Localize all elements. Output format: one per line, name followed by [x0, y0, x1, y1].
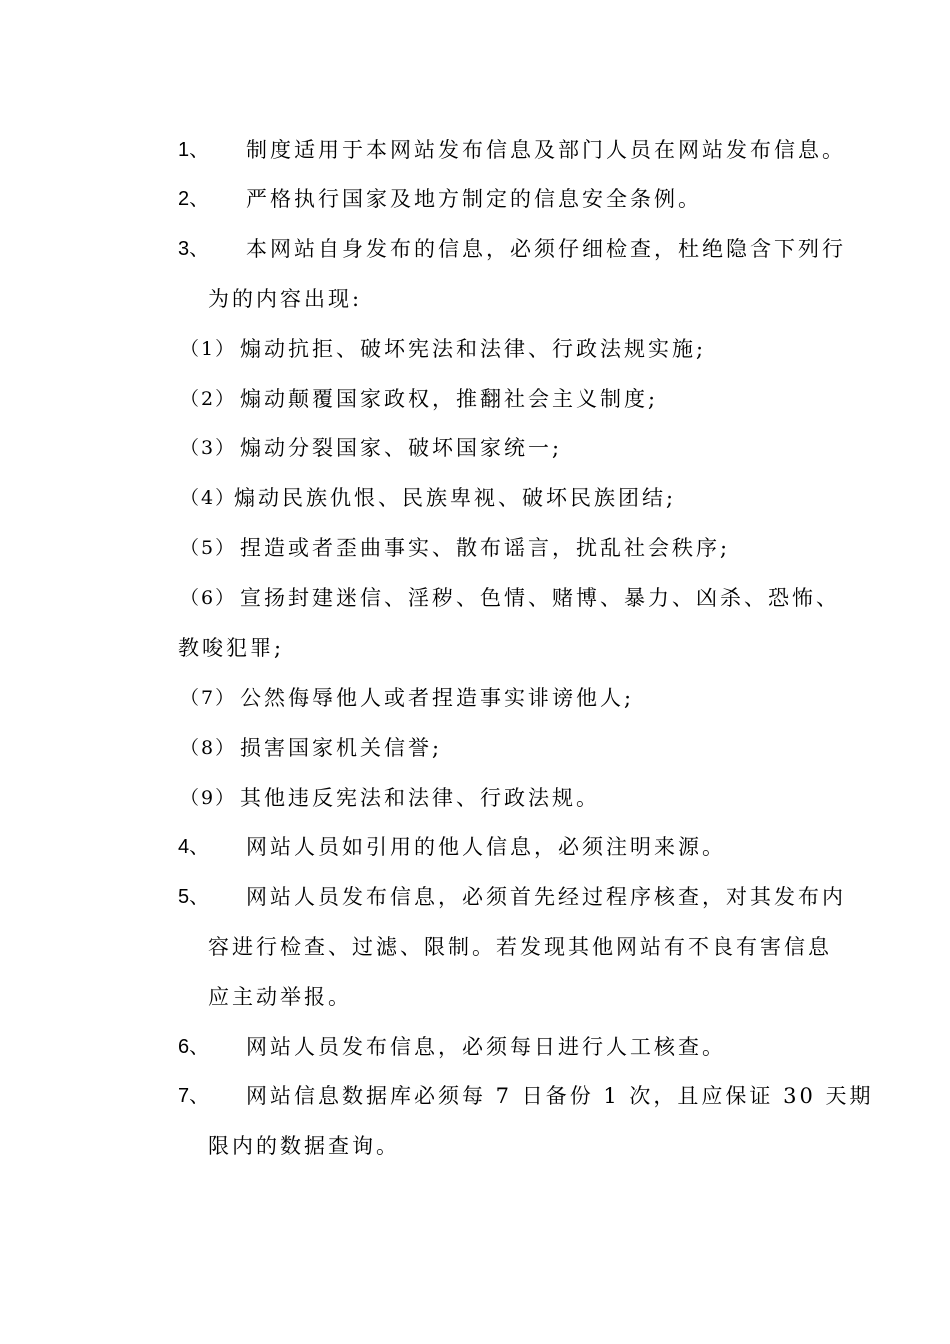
item-5-text-line-3: 应主动举报。	[208, 985, 352, 1009]
subitem-6-continuation: 教唆犯罪;	[178, 636, 285, 660]
subitem-1-marker: （1）	[180, 338, 237, 360]
item-5-number: 5、	[178, 886, 210, 908]
subitem-6-text: 宣扬封建迷信、淫秽、色情、赌博、暴力、凶杀、恐怖、	[240, 586, 840, 610]
subitem-8-marker: （8）	[180, 737, 237, 759]
item-7-text-line-2: 限内的数据查询。	[208, 1134, 400, 1158]
subitem-7-marker: （7）	[180, 687, 237, 709]
item-2-text: 严格执行国家及地方制定的信息安全条例。	[246, 187, 702, 211]
item-7-number: 7、	[178, 1085, 210, 1107]
subitem-6-marker: （6）	[180, 587, 237, 609]
subitem-5-marker: （5）	[180, 537, 237, 559]
item-5-text-line-2: 容进行检查、过滤、限制。若发现其他网站有不良有害信息	[208, 935, 832, 959]
subitem-9-text: 其他违反宪法和法律、行政法规。	[240, 786, 600, 810]
item-7-text-line-1: 网站信息数据库必须每 7 日备份 1 次，且应保证 30 天期	[246, 1084, 874, 1108]
item-3-number: 3、	[178, 238, 210, 260]
subitem-5-text: 捏造或者歪曲事实、散布谣言，扰乱社会秩序;	[240, 536, 731, 560]
subitem-3-text: 煽动分裂国家、破坏国家统一;	[240, 436, 563, 460]
subitem-3-marker: （3）	[180, 437, 237, 459]
subitem-4-marker: （4）	[180, 487, 237, 509]
subitem-2-text: 煽动颠覆国家政权，推翻社会主义制度;	[240, 387, 659, 411]
item-1-number: 1、	[178, 139, 210, 161]
item-3-text-line-2: 为的内容出现:	[208, 287, 363, 311]
subitem-1-text: 煽动抗拒、破坏宪法和法律、行政法规实施;	[240, 337, 707, 361]
item-4-text: 网站人员如引用的他人信息，必须注明来源。	[246, 835, 726, 859]
subitem-9-marker: （9）	[180, 787, 237, 809]
item-4-number: 4、	[178, 836, 210, 858]
item-1-text: 制度适用于本网站发布信息及部门人员在网站发布信息。	[246, 138, 846, 162]
item-6-number: 6、	[178, 1036, 210, 1058]
item-2-number: 2、	[178, 188, 210, 210]
subitem-2-marker: （2）	[180, 388, 237, 410]
item-5-text-line-1: 网站人员发布信息，必须首先经过程序核查，对其发布内	[246, 885, 846, 909]
subitem-4-text: 煽动民族仇恨、民族卑视、破坏民族团结;	[234, 486, 677, 510]
item-6-text: 网站人员发布信息，必须每日进行人工核查。	[246, 1035, 726, 1059]
subitem-8-text: 损害国家机关信誉;	[240, 736, 443, 760]
item-3-text-line-1: 本网站自身发布的信息，必须仔细检查，杜绝隐含下列行	[246, 237, 846, 261]
subitem-7-text: 公然侮辱他人或者捏造事实诽谤他人;	[240, 686, 635, 710]
